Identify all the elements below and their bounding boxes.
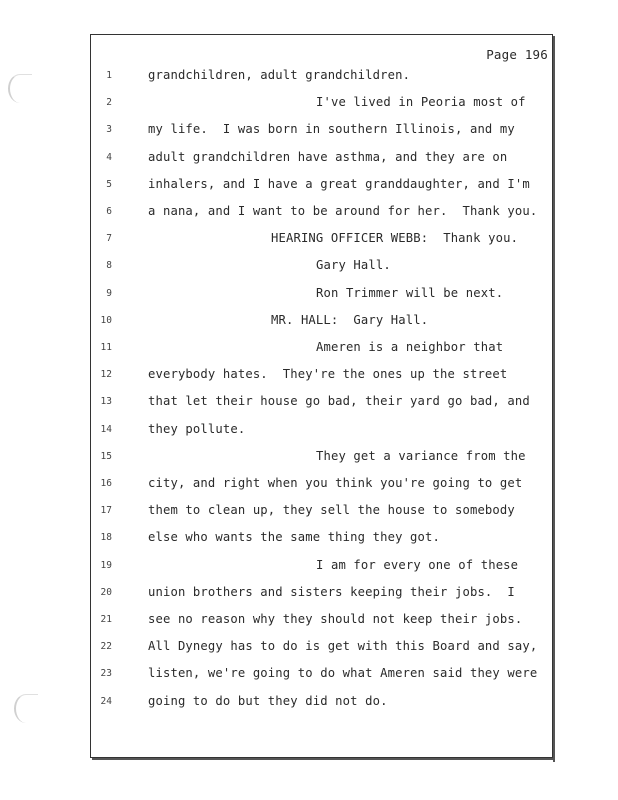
line-text: see no reason why they should not keep their jobs.: [148, 612, 523, 626]
transcript-line: [0, 367, 618, 387]
line-text: grandchildren, adult grandchildren.: [148, 68, 411, 82]
transcript-line: [0, 313, 618, 333]
transcript-line: [0, 449, 618, 469]
line-number: 21: [100, 614, 112, 625]
line-number: 23: [100, 668, 112, 680]
transcript-line: [0, 612, 618, 632]
line-number: 6: [106, 206, 112, 217]
line-text: I've lived in Peoria most of: [316, 95, 526, 110]
transcript-line: [0, 694, 618, 714]
line-text: that let their house go bad, their yard go bad, and: [148, 394, 530, 409]
line-number: 17: [100, 505, 112, 517]
line-number: 7: [106, 233, 112, 245]
transcript-line: [0, 231, 618, 251]
line-number: 22: [100, 641, 112, 653]
line-text: listen, we're going to do what Ameren said they were: [148, 666, 538, 681]
transcript-line: [0, 177, 618, 197]
line-text: Ameren is a neighbor that: [316, 340, 504, 354]
transcript-line: [0, 422, 618, 442]
line-text: They get a variance from the: [316, 448, 526, 463]
transcript-line: [0, 394, 618, 414]
line-text: I am for every one of these: [316, 557, 519, 572]
line-number: 1: [106, 70, 112, 81]
line-number: 4: [106, 151, 112, 163]
transcript-line: [0, 558, 618, 578]
line-number: 3: [106, 124, 112, 136]
line-text: HEARING OFFICER WEBB: Thank you.: [271, 231, 519, 246]
transcript-line: [0, 204, 618, 224]
line-number: 2: [106, 97, 112, 109]
transcript-line: [0, 286, 618, 306]
line-text: going to do but they did not do.: [148, 693, 388, 708]
transcript-line: [0, 503, 618, 523]
transcript-line: [0, 530, 618, 550]
line-text: MR. HALL: Gary Hall.: [271, 312, 429, 327]
line-number: 13: [100, 396, 112, 408]
line-text: everybody hates. They're the ones up the street: [148, 367, 508, 382]
line-number: 14: [100, 423, 112, 435]
line-number: 5: [106, 178, 112, 190]
line-text: union brothers and sisters keeping their jobs. I: [148, 584, 515, 599]
line-text: a nana, and I want to be around for her. Thank you.: [148, 204, 538, 218]
line-text: adult grandchildren have asthma, and they are on: [148, 149, 508, 164]
line-number: 24: [100, 695, 112, 707]
transcript-line: [0, 95, 618, 115]
line-number: 12: [100, 369, 112, 381]
transcript-line: [0, 122, 618, 142]
transcript-line: [0, 585, 618, 605]
line-number: 16: [100, 478, 112, 489]
line-text: my life. I was born in southern Illinois, and my: [148, 122, 515, 137]
transcript-line: [0, 340, 618, 360]
line-text: they pollute.: [148, 421, 246, 436]
line-number: 20: [100, 586, 112, 598]
line-text: else who wants the same thing they got.: [148, 530, 441, 545]
line-number: 8: [106, 260, 112, 272]
line-text: inhalers, and I have a great granddaughter, and I'm: [148, 176, 530, 191]
line-number: 18: [100, 532, 112, 544]
line-text: Ron Trimmer will be next.: [316, 285, 504, 300]
line-number: 10: [100, 314, 112, 326]
line-text: Gary Hall.: [316, 258, 391, 273]
line-number: 15: [100, 450, 112, 462]
line-text: All Dynegy has to do is get with this Board and say,: [148, 639, 538, 654]
line-number: 11: [100, 342, 112, 353]
transcript-line: [0, 639, 618, 659]
page-border-shadow: [92, 758, 555, 760]
line-number: 9: [106, 287, 112, 299]
page-number: Page 196: [486, 47, 548, 62]
transcript-line: [0, 68, 618, 88]
line-number: 19: [100, 559, 112, 571]
transcript-line: [0, 258, 618, 278]
line-text: city, and right when you think you're going to get: [148, 476, 523, 490]
transcript-line: [0, 666, 618, 686]
line-text: them to clean up, they sell the house to somebody: [148, 503, 515, 518]
transcript-line: [0, 150, 618, 170]
transcript-line: [0, 476, 618, 496]
